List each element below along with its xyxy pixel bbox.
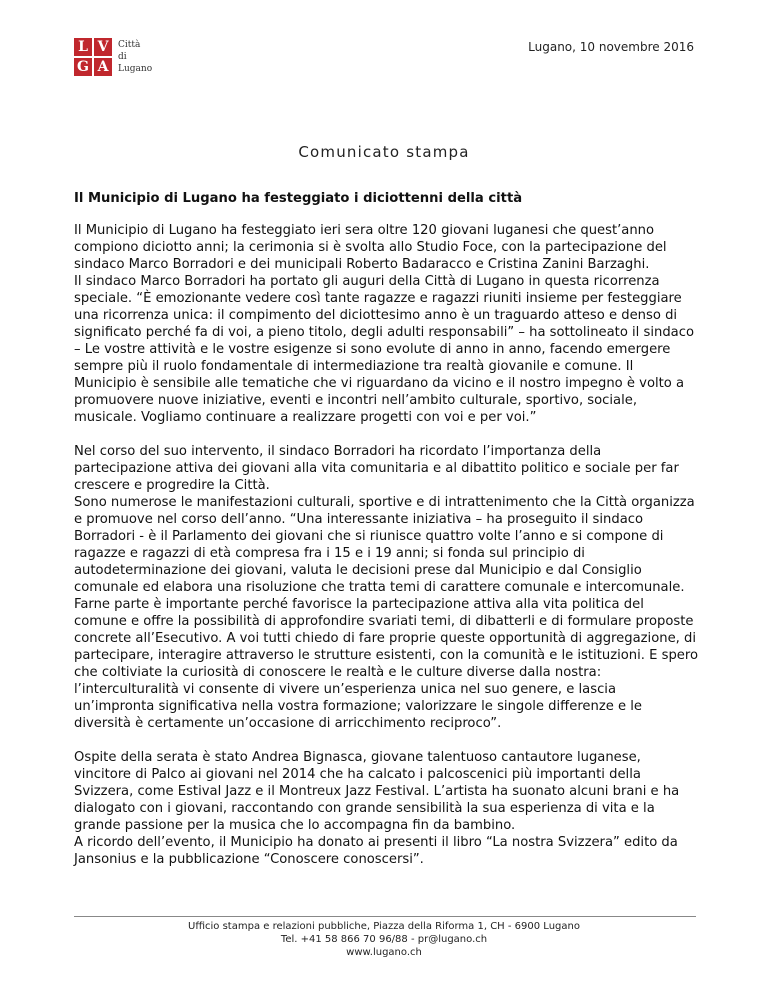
logo-letter-l: L — [74, 38, 92, 56]
logo-text-line: di — [118, 52, 127, 62]
article-paragraph: Il sindaco Marco Borradori ha portato gli auguri della Città di Lugano in questa ricorrenza speciale. “È emozionante vedere così tante ragazze e ragazzi riuniti insieme per festeggiare una ricorrenza unica: il compimento del diciottesimo anno è un traguardo atteso e denso di significato perché fa di voi, a pieno titolo, degli adulti responsabili” – ha sottolineato il sindaco – Le vostre attività e le vostre esigenze si sono evolute di anno in anno, facendo emergere sempre più il ruolo fondamentale di intermediazione tra realtà giovanile e comune. Il Municipio è sensibile alle tematiche che vi riguardano da vicino e il nostro impegno è volto a promuovere nuove iniziative, eventi e incontri nell’ambito culturale, sportivo, sociale, musicale. Vogliamo continuare a realizzare progetti con voi e per voi.” — [74, 274, 694, 425]
article-body — [74, 190, 699, 868]
logo-letter-a: A — [94, 58, 112, 76]
document-date: Lugano, 10 novembre 2016 — [528, 40, 694, 54]
city-logo — [74, 38, 152, 76]
article-title: Il Municipio di Lugano ha festeggiato i diciottenni della città — [74, 191, 523, 206]
logo-letter-g: G — [74, 58, 92, 76]
footer-address: Ufficio stampa e relazioni pubbliche, Piazza della Riforma 1, CH - 6900 Lugano — [188, 921, 580, 932]
logo-wordmark — [118, 38, 152, 75]
logo-letter-v: V — [94, 38, 112, 56]
logo-mark — [74, 38, 112, 76]
document-type-heading: Comunicato stampa — [298, 143, 470, 161]
logo-text-line: Città — [118, 40, 141, 50]
article-paragraph: A ricordo dell’evento, il Municipio ha donato ai presenti il libro “La nostra Svizzera” edito da Jansonius e la pubblicazione “Conoscere conoscersi”. — [74, 835, 678, 867]
footer-divider — [74, 916, 696, 917]
logo-text-line: Lugano — [118, 64, 153, 74]
article-paragraph: Sono numerose le manifestazioni culturali, sportive e di intrattenimento che la Città organizza e promuove nel corso dell’anno. “Una interessante iniziativa – ha proseguito il sindaco Borradori - è il Parlamento dei giovani che si riunisce quattro volte l’anno e si compone di ragazze e ragazzi di età compresa fra i 15 e i 19 anni; si fonda sul principio di autodeterminazione dei giovani, valuta le decisioni prese dal Municipio e dal Consiglio comunale ed elabora una risoluzione che tratta temi di carattere comunale e intercomunale. Farne parte è importante perché favorisce la partecipazione attiva alla vita politica del comune e offre la possibilità di approfondire svariati temi, di dibatterli e di formulare proposte concrete all’Esecutivo. A voi tutti chiedo di fare proprie queste opportunità di aggregazione, di partecipare, interagire attraverso le strutture esistenti, con la comunità e le istituzioni. E spero che coltiviate la curiosità di conoscere le realtà e le culture diverse dalla nostra: l’interculturalità vi consente di vivere un’esperienza unica nel suo genere, e lascia un’impronta significativa nella vostra formazione; valorizzare le singole differenze e le diversità è certamente un’occasione di arricchimento reciproco”. — [74, 495, 699, 731]
footer — [0, 920, 768, 959]
article-paragraph: Nel corso del suo intervento, il sindaco Borradori ha ricordato l’importanza della partecipazione attiva dei giovani alla vita comunitaria e al dibattito politico e sociale per far crescere e progredire la Città. — [74, 444, 679, 493]
footer-contact: Tel. +41 58 866 70 96/88 - pr@lugano.ch — [280, 934, 488, 945]
footer-website: www.lugano.ch — [346, 947, 422, 958]
article-paragraph: Ospite della serata è stato Andrea Bignasca, giovane talentuoso cantautore luganese, vincitore di Palco ai giovani nel 2014 che ha calcato i palcoscenici più importanti della Svizzera, come Estival Jazz e il Montreux Jazz Festival. L’artista ha suonato alcuni brani e ha dialogato con i giovani, raccontando con grande sensibilità la sua esperienza di vita e la grande passione per la musica che lo accompagna fin da bambino. — [74, 750, 680, 833]
article-paragraph: Il Municipio di Lugano ha festeggiato ieri sera oltre 120 giovani luganesi che quest’anno compiono diciotto anni; la cerimonia si è svolta allo Studio Foce, con la partecipazione del sindaco Marco Borradori e dei municipali Roberto Badaracco e Cristina Zanini Barzaghi. — [74, 223, 667, 272]
